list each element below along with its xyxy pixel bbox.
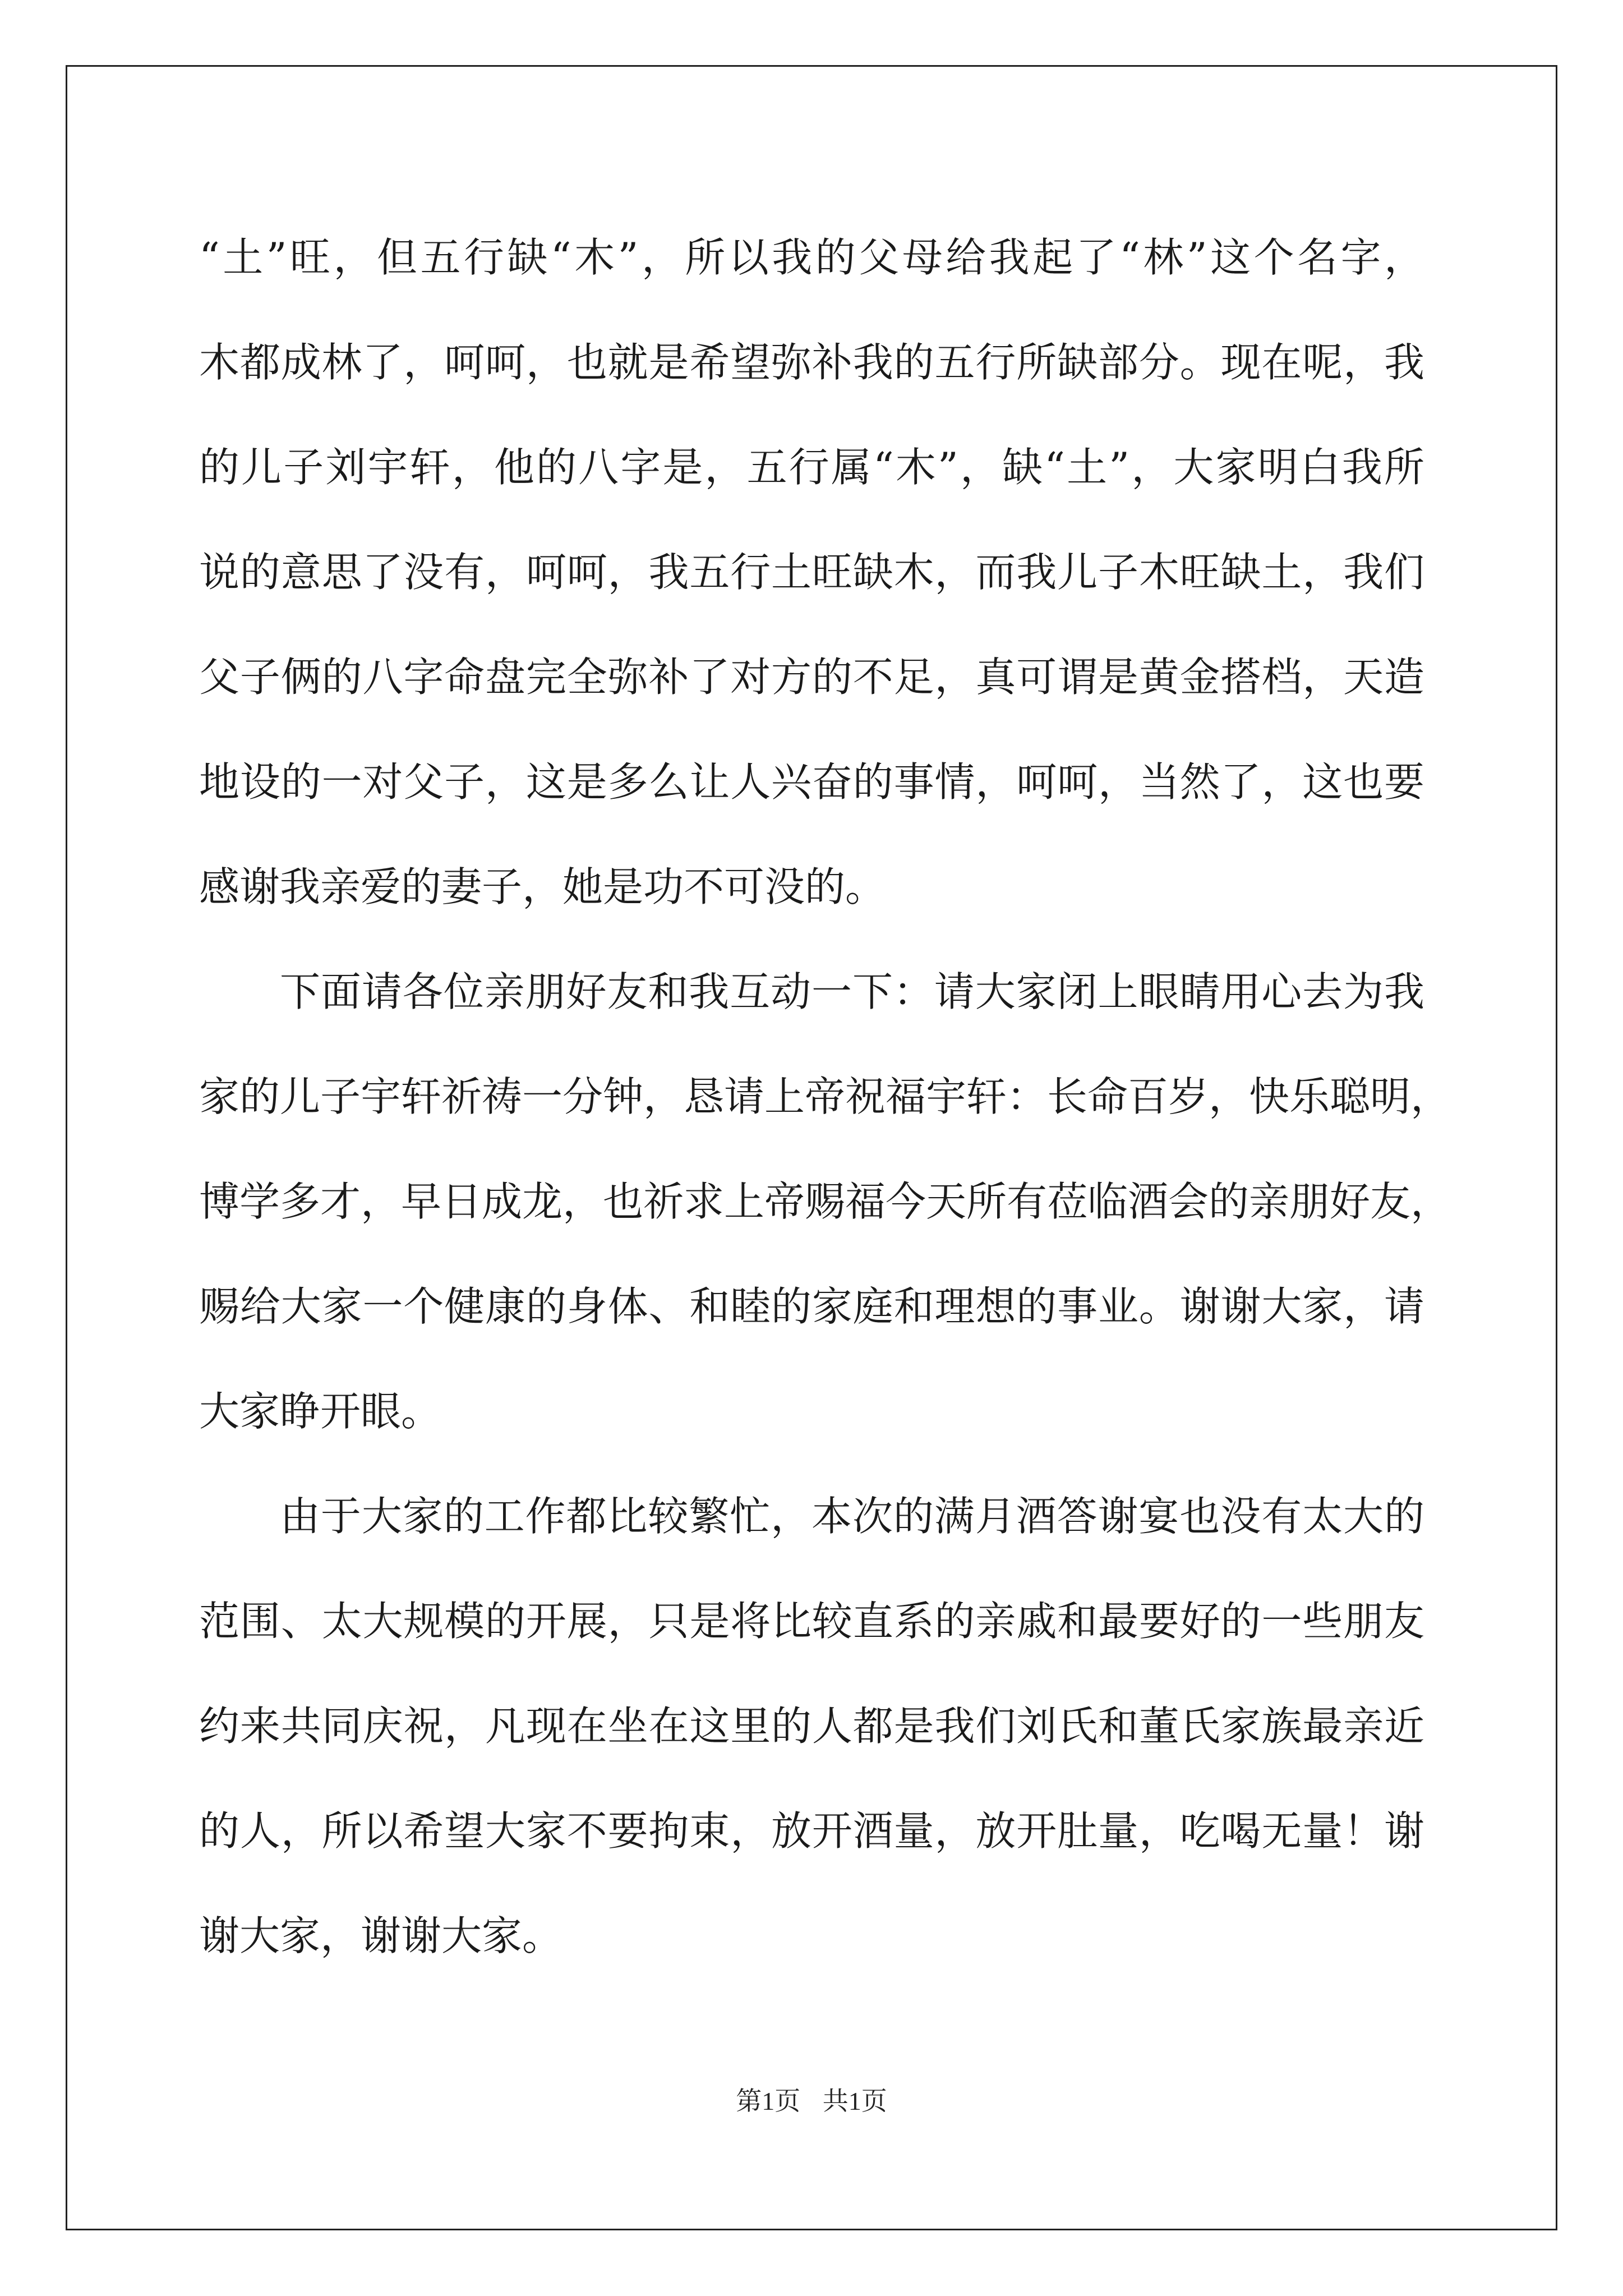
document-body: [199, 205, 1451, 1989]
text-line: 父子俩的八字命盘完全弥补了对方的不足，真可谓是黄金搭档，天造: [199, 654, 1424, 701]
text-line: “土”旺，但五行缺“木”，所以我的父母给我起了“林”这个名字，: [199, 234, 1424, 281]
text-line: 的人，所以希望大家不要拘束，放开酒量，放开肚量，吃喝无量！谢: [199, 1807, 1424, 1855]
text-line: 家的儿子宇轩祈祷一分钟，恳请上帝祝福宇轩：长命百岁，快乐聪明，: [199, 1073, 1451, 1120]
text-line: 博学多才，早日成龙，也祈求上帝赐福今天所有莅临酒会的亲朋好友，: [199, 1178, 1451, 1225]
text-line: 木都成林了，呵呵，也就是希望弥补我的五行所缺部分。现在呢，我: [199, 339, 1424, 386]
text-line: 范围、太大规模的开展，只是将比较直系的亲戚和最要好的一些朋友: [199, 1598, 1424, 1645]
page-number: 第1页: [736, 2087, 801, 2115]
text-line: 由于大家的工作都比较繁忙，本次的满月酒答谢宴也没有太大的: [280, 1493, 1424, 1540]
text-line: 感谢我亲爱的妻子，她是功不可没的。: [199, 863, 886, 910]
text-line: 大家睁开眼。: [199, 1388, 442, 1435]
text-line: 赐给大家一个健康的身体、和睦的家庭和理想的事业。谢谢大家，请: [199, 1283, 1424, 1330]
text-line: 谢大家，谢谢大家。: [199, 1912, 563, 1959]
text-line: 下面请各位亲朋好友和我互动一下：请大家闭上眼睛用心去为我: [280, 968, 1424, 1015]
text-line: 约来共同庆祝，凡现在坐在这里的人都是我们刘氏和董氏家族最亲近: [199, 1703, 1424, 1750]
text-line: 说的意思了没有，呵呵，我五行土旺缺木，而我儿子木旺缺土，我们: [199, 549, 1424, 596]
page-footer: [0, 2085, 1623, 2118]
text-line: 地设的一对父子，这是多么让人兴奋的事情，呵呵，当然了，这也要: [199, 758, 1424, 806]
page-count: 共1页: [822, 2087, 887, 2115]
text-line: 的儿子刘宇轩，他的八字是，五行属“木”，缺“土”，大家明白我所: [199, 444, 1424, 491]
